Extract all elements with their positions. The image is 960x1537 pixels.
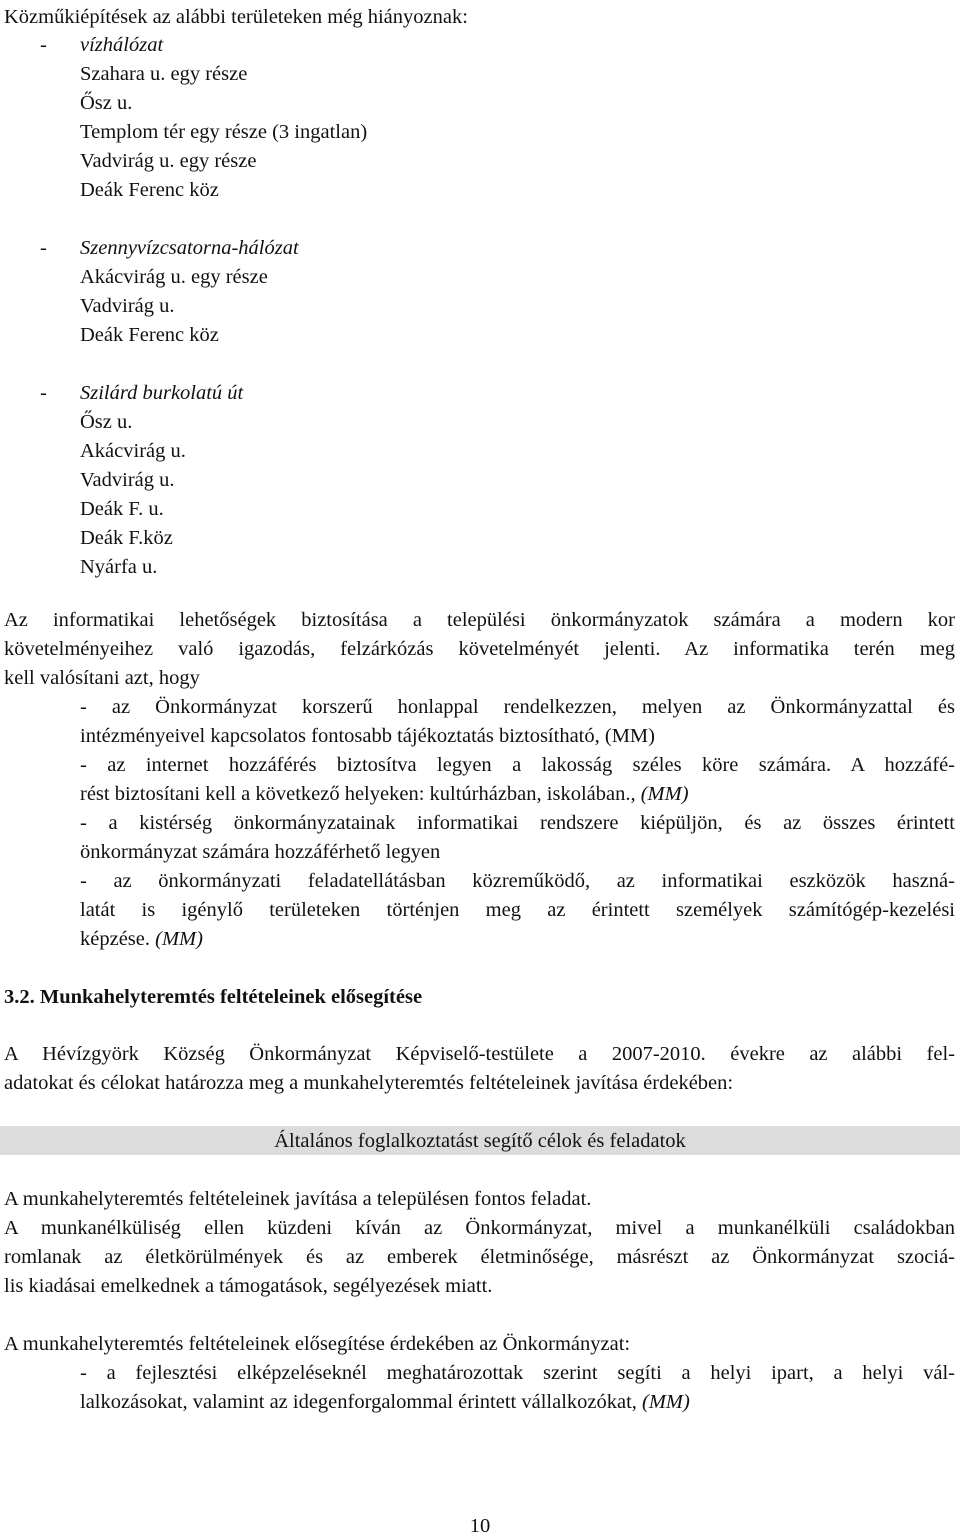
dash: - xyxy=(40,34,47,56)
category-title: Szilárd burkolatú út xyxy=(80,382,244,404)
list-line xyxy=(80,929,203,950)
list-item: Vadvirág u. xyxy=(80,295,175,317)
mm-reference: (MM) xyxy=(155,928,203,950)
paragraph-line: A munkahelyteremtés feltételeinek elősegítése érdekében az Önkormányzat: xyxy=(4,1333,631,1355)
paragraph-line: Az informatikai lehetőségek biztosítása a települési önkormányzatok számára a modern kor xyxy=(4,609,955,631)
list-line: latát is igénylő területeken történjen meg az érintett személyek számítógép-kezelési xyxy=(80,899,955,921)
list-text: képzése. xyxy=(80,928,150,950)
list-item: Deák F. u. xyxy=(80,498,164,520)
list-text: lalkozásokat, valamint az idegenforgalommal érintett vállalkozókat, xyxy=(80,1391,637,1413)
list-item: Ősz u. xyxy=(80,411,133,433)
intro-line: Közműkiépítések az alábbi területeken még hiányoznak: xyxy=(4,6,468,28)
paragraph-line: kell valósítani azt, hogy xyxy=(4,667,200,689)
list-item: Akácvirág u. egy része xyxy=(80,266,268,288)
mm-reference: (MM) xyxy=(642,1391,690,1413)
paragraph-line: A munkahelyteremtés feltételeinek javítása a településen fontos feladat. xyxy=(4,1188,592,1210)
list-item: Deák F.köz xyxy=(80,527,173,549)
list-item: Deák Ferenc köz xyxy=(80,179,219,201)
list-item: Deák Ferenc köz xyxy=(80,324,219,346)
list-item: Templom tér egy része (3 ingatlan) xyxy=(80,121,368,143)
list-item: Szahara u. egy része xyxy=(80,63,248,85)
paragraph-line: lis kiadásai emelkednek a támogatások, segélyezések miatt. xyxy=(4,1275,493,1297)
list-line: - az Önkormányzat korszerű honlappal rendelkezzen, melyen az Önkormányzattal és xyxy=(80,696,955,718)
list-item: Ősz u. xyxy=(80,92,133,114)
banner-title: Általános foglalkoztatást segítő célok és feladatok xyxy=(274,1130,686,1152)
category-title: vízhálózat xyxy=(80,34,164,56)
paragraph-line: adatokat és célokat határozza meg a munkahelyteremtés feltételeinek javítása érdekében: xyxy=(4,1072,734,1094)
list-item: Akácvirág u. xyxy=(80,440,186,462)
paragraph-line: követelményeihez való igazodás, felzárkózás követelményét jelenti. Az informatika terén meg xyxy=(4,638,955,660)
mm-reference: (MM) xyxy=(640,783,689,805)
list-line: - az önkormányzati feladatellátásban közreműködő, az informatikai eszközök haszná- xyxy=(80,870,955,892)
list-line: önkormányzat számára hozzáférhető legyen xyxy=(80,841,441,863)
list-line: - a kistérség önkormányzatainak informatikai rendszere kiépüljön, és az összes érintett xyxy=(80,812,955,834)
list-item: Nyárfa u. xyxy=(80,556,158,578)
dash: - xyxy=(40,382,47,404)
list-item: Vadvirág u. xyxy=(80,469,175,491)
paragraph-line: A munkanélküliség ellen küzdeni kíván az Önkormányzat, mivel a munkanélküli családokban xyxy=(4,1217,955,1239)
list-line: intézményeivel kapcsolatos fontosabb tájékoztatás biztosítható, (MM) xyxy=(80,725,655,747)
list-text: rést biztosítani kell a következő helyeken: kultúrházban, iskolában., xyxy=(80,783,636,805)
category-title: Szennyvízcsatorna-hálózat xyxy=(80,237,299,259)
list-line: - a fejlesztési elképzeléseknél meghatározottak szerint segíti a helyi ipart, a helyi vál- xyxy=(80,1362,955,1384)
list-line xyxy=(80,784,689,805)
list-line: - az internet hozzáférés biztosítva legyen a lakosság széles köre számára. A hozzáfé- xyxy=(80,754,955,776)
section-heading xyxy=(4,987,422,1008)
section-title: Munkahelyteremtés feltételeinek elősegítése xyxy=(39,986,423,1008)
section-number: 3.2. xyxy=(4,986,35,1008)
list-line xyxy=(80,1392,690,1413)
dash: - xyxy=(40,237,47,259)
paragraph-line: romlanak az életkörülmények és az emberek életminősége, másrészt az Önkormányzat szociá- xyxy=(4,1246,955,1268)
list-item: Vadvirág u. egy része xyxy=(80,150,257,172)
paragraph-line: A Hévízgyörk Község Önkormányzat Képviselő-testülete a 2007-2010. évekre az alábbi fel- xyxy=(4,1043,955,1065)
page-number: 10 xyxy=(469,1515,491,1537)
